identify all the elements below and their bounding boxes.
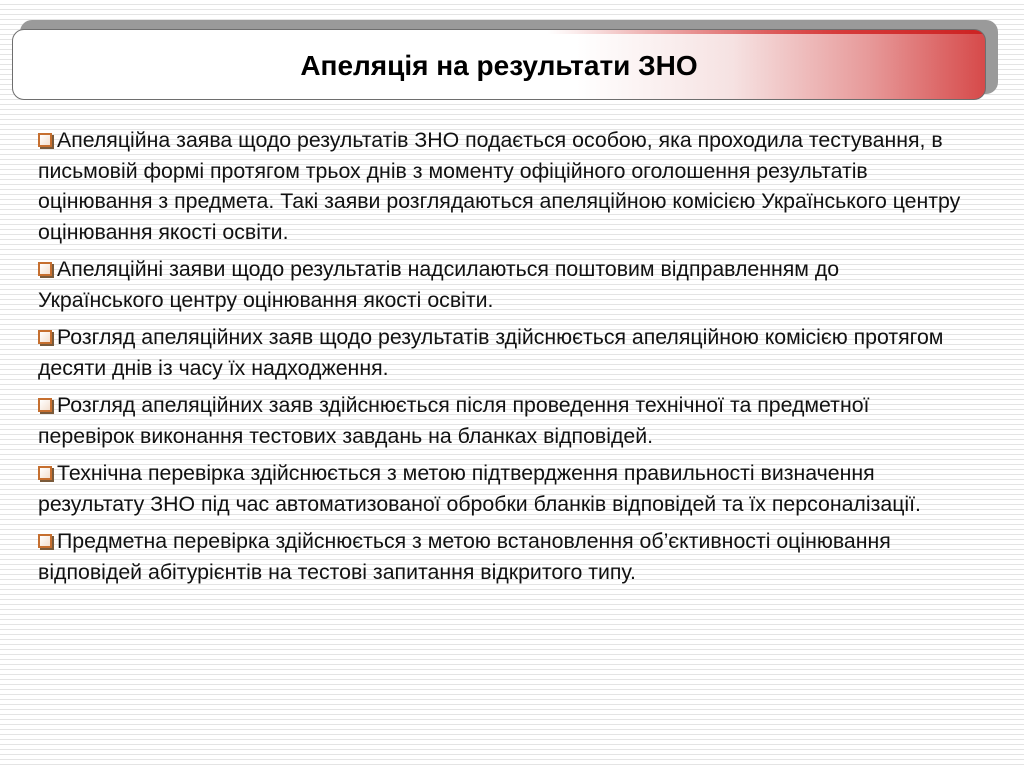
square-bullet-icon	[38, 330, 52, 344]
bullet-paragraph	[38, 526, 968, 587]
square-bullet-icon	[38, 133, 52, 147]
bullet-text: Апеляційні заяви щодо результатів надсилаються поштовим відправленням до Українського центру оцінювання якості освіти.	[38, 257, 840, 312]
title-banner	[12, 29, 986, 100]
bullet-text: Розгляд апеляційних заяв здійснюється після проведення технічної та предметної перевірок виконання тестових завдань на бланках відповідей.	[38, 393, 870, 448]
slide-title: Апеляція на результати ЗНО	[300, 50, 698, 81]
bullet-paragraph	[38, 254, 968, 315]
bullet-paragraph	[38, 390, 968, 451]
bullet-text: Апеляційна заява щодо результатів ЗНО подається особою, яка проходила тестування, в письмовій формі протягом трьох днів з моменту офіційного оголошення результатів оцінювання з предмета. Такі заяви розглядаються апеляційною комісією Українського центру оцінювання якості освіти.	[38, 128, 961, 244]
square-bullet-icon	[38, 398, 52, 412]
bullet-text: Технічна перевірка здійснюється з метою підтвердження правильності визначення результату ЗНО під час автоматизованої обробки бланків відповідей та їх персоналізації.	[38, 461, 921, 516]
square-bullet-icon	[38, 262, 52, 276]
bullet-list	[38, 125, 968, 594]
square-bullet-icon	[38, 466, 52, 480]
bullet-text: Розгляд апеляційних заяв щодо результатів здійснюється апеляційною комісією протягом десяти днів із часу їх надходження.	[38, 325, 944, 380]
bullet-paragraph	[38, 458, 968, 519]
bullet-paragraph	[38, 322, 968, 383]
square-bullet-icon	[38, 534, 52, 548]
bullet-text: Предметна перевірка здійснюється з метою встановлення об’єктивності оцінювання відповідей абітурієнтів на тестові запитання відкритого типу.	[38, 529, 891, 584]
bullet-paragraph	[38, 125, 968, 247]
title-accent-stripe	[13, 30, 985, 34]
